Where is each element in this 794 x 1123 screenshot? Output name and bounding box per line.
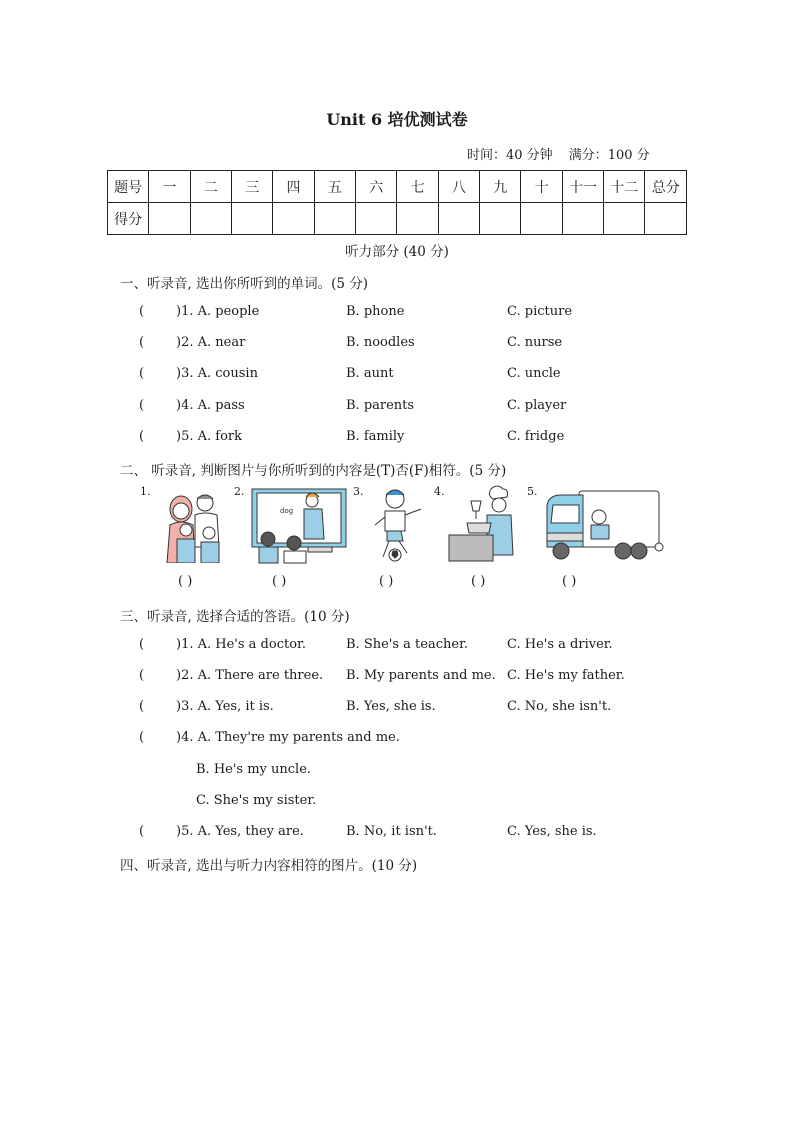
answer-paren[interactable]: (: [139, 335, 145, 350]
page-title: Unit 6 培优测试卷: [326, 110, 468, 129]
picture-2-answer[interactable]: ( ): [272, 574, 287, 589]
picture-number: 1.: [140, 485, 151, 498]
picture-number: 5.: [527, 485, 538, 498]
s1-q3-option-c: C. uncle: [507, 366, 561, 381]
score-cell[interactable]: [190, 203, 231, 235]
score-cell[interactable]: [397, 203, 438, 235]
score-cell[interactable]: [438, 203, 479, 235]
s1-q5-option-a: )5. A. fork: [176, 429, 242, 444]
picture-number: 3.: [353, 485, 364, 498]
s1-q3-option-a: )3. A. cousin: [176, 366, 258, 381]
s1-q3-option-b: B. aunt: [346, 366, 394, 381]
s3-q1-option-c: C. He's a driver.: [507, 637, 613, 652]
section1-title: 一、听录音, 选出你所听到的单词。(5 分): [120, 276, 368, 292]
time-limit: 时间：40 分钟: [467, 148, 553, 163]
score-col-11: 十一: [562, 171, 603, 203]
score-col-8: 八: [438, 171, 479, 203]
svg-text:dog: dog: [280, 507, 294, 515]
s3-q3-option-b: B. Yes, she is.: [346, 699, 436, 714]
score-table-row-label: 得分: [108, 203, 149, 235]
score-cell[interactable]: [273, 203, 314, 235]
score-cell[interactable]: [149, 203, 190, 235]
s3-q3-option-a: )3. A. Yes, it is.: [176, 699, 274, 714]
s3-q5-option-a: )5. A. Yes, they are.: [176, 824, 304, 839]
score-col-2: 二: [190, 171, 231, 203]
answer-paren[interactable]: (: [139, 398, 145, 413]
classroom-icon: [250, 487, 350, 565]
full-score: 满分：100 分: [568, 148, 650, 163]
section2-title: 二、 听录音, 判断图片与你所听到的内容是(T)否(F)相符。(5 分): [120, 463, 507, 479]
picture-number: 4.: [434, 485, 445, 498]
s1-q1-option-a: )1. A. people: [176, 304, 260, 319]
s1-q2-option-b: B. noodles: [346, 335, 415, 350]
truck-driver-icon: [543, 485, 667, 563]
picture-3-answer[interactable]: ( ): [379, 574, 394, 589]
s1-q2-option-a: )2. A. near: [176, 335, 246, 350]
score-cell[interactable]: [562, 203, 603, 235]
score-col-4: 四: [273, 171, 314, 203]
picture-1-answer[interactable]: ( ): [178, 574, 193, 589]
picture-number: 2.: [234, 485, 245, 498]
score-table-score-row: [108, 203, 687, 235]
score-col-6: 六: [356, 171, 397, 203]
answer-paren[interactable]: (: [139, 730, 145, 745]
s3-q5-option-b: B. No, it isn't.: [346, 824, 437, 839]
s1-q5-option-b: B. family: [346, 429, 405, 444]
s3-q2-option-a: )2. A. There are three.: [176, 668, 324, 683]
s1-q4-option-a: )4. A. pass: [176, 398, 245, 413]
s1-q1-option-b: B. phone: [346, 304, 405, 319]
s1-q2-option-c: C. nurse: [507, 335, 563, 350]
s3-q2-option-c: C. He's my father.: [507, 668, 625, 683]
s3-q4-option-b: B. He's my uncle.: [196, 762, 312, 777]
score-col-1: 一: [149, 171, 190, 203]
s1-q1-option-c: C. picture: [507, 304, 573, 319]
s1-q4-option-b: B. parents: [346, 398, 415, 413]
score-col-9: 九: [480, 171, 521, 203]
picture-4-answer[interactable]: ( ): [471, 574, 486, 589]
exam-meta: [467, 144, 650, 163]
score-col-10: 十: [521, 171, 562, 203]
family-icon: [153, 487, 233, 563]
score-col-12: 十二: [604, 171, 645, 203]
s3-q1-option-b: B. She's a teacher.: [346, 637, 468, 652]
answer-paren[interactable]: (: [139, 429, 145, 444]
score-table-header-row: [108, 171, 687, 203]
picture-5-answer[interactable]: ( ): [562, 574, 577, 589]
score-col-5: 五: [314, 171, 355, 203]
answer-paren[interactable]: (: [139, 304, 145, 319]
answer-paren[interactable]: (: [139, 668, 145, 683]
score-cell[interactable]: [232, 203, 273, 235]
listening-header: 听力部分 (40 分): [345, 244, 449, 260]
score-cell[interactable]: [356, 203, 397, 235]
s3-q4-option-c: C. She's my sister.: [196, 793, 317, 808]
section4-title: 四、听录音, 选出与听力内容相符的图片。(10 分): [120, 858, 418, 874]
s1-q4-option-c: C. player: [507, 398, 567, 413]
answer-paren[interactable]: (: [139, 637, 145, 652]
s3-q1-option-a: )1. A. He's a doctor.: [176, 637, 306, 652]
score-table-header-label: 题号: [108, 171, 149, 203]
s3-q3-option-c: C. No, she isn't.: [507, 699, 612, 714]
answer-paren[interactable]: (: [139, 824, 145, 839]
soccer-boy-icon: [371, 487, 431, 565]
score-cell[interactable]: [480, 203, 521, 235]
section3-title: 三、听录音, 选择合适的答语。(10 分): [120, 609, 350, 625]
score-col-7: 七: [397, 171, 438, 203]
answer-paren[interactable]: (: [139, 366, 145, 381]
cook-icon: [447, 485, 519, 565]
answer-paren[interactable]: (: [139, 699, 145, 714]
s3-q5-option-c: C. Yes, she is.: [507, 824, 597, 839]
score-cell[interactable]: [314, 203, 355, 235]
s3-q2-option-b: B. My parents and me.: [346, 668, 496, 683]
score-col-3: 三: [232, 171, 273, 203]
score-col-total: 总分: [645, 171, 687, 203]
s1-q5-option-c: C. fridge: [507, 429, 565, 444]
s3-q4-option-a: )4. A. They're my parents and me.: [176, 730, 400, 745]
picture-row: [135, 485, 675, 565]
score-cell[interactable]: [521, 203, 562, 235]
score-cell[interactable]: [645, 203, 687, 235]
score-table: [107, 170, 687, 235]
score-cell[interactable]: [604, 203, 645, 235]
